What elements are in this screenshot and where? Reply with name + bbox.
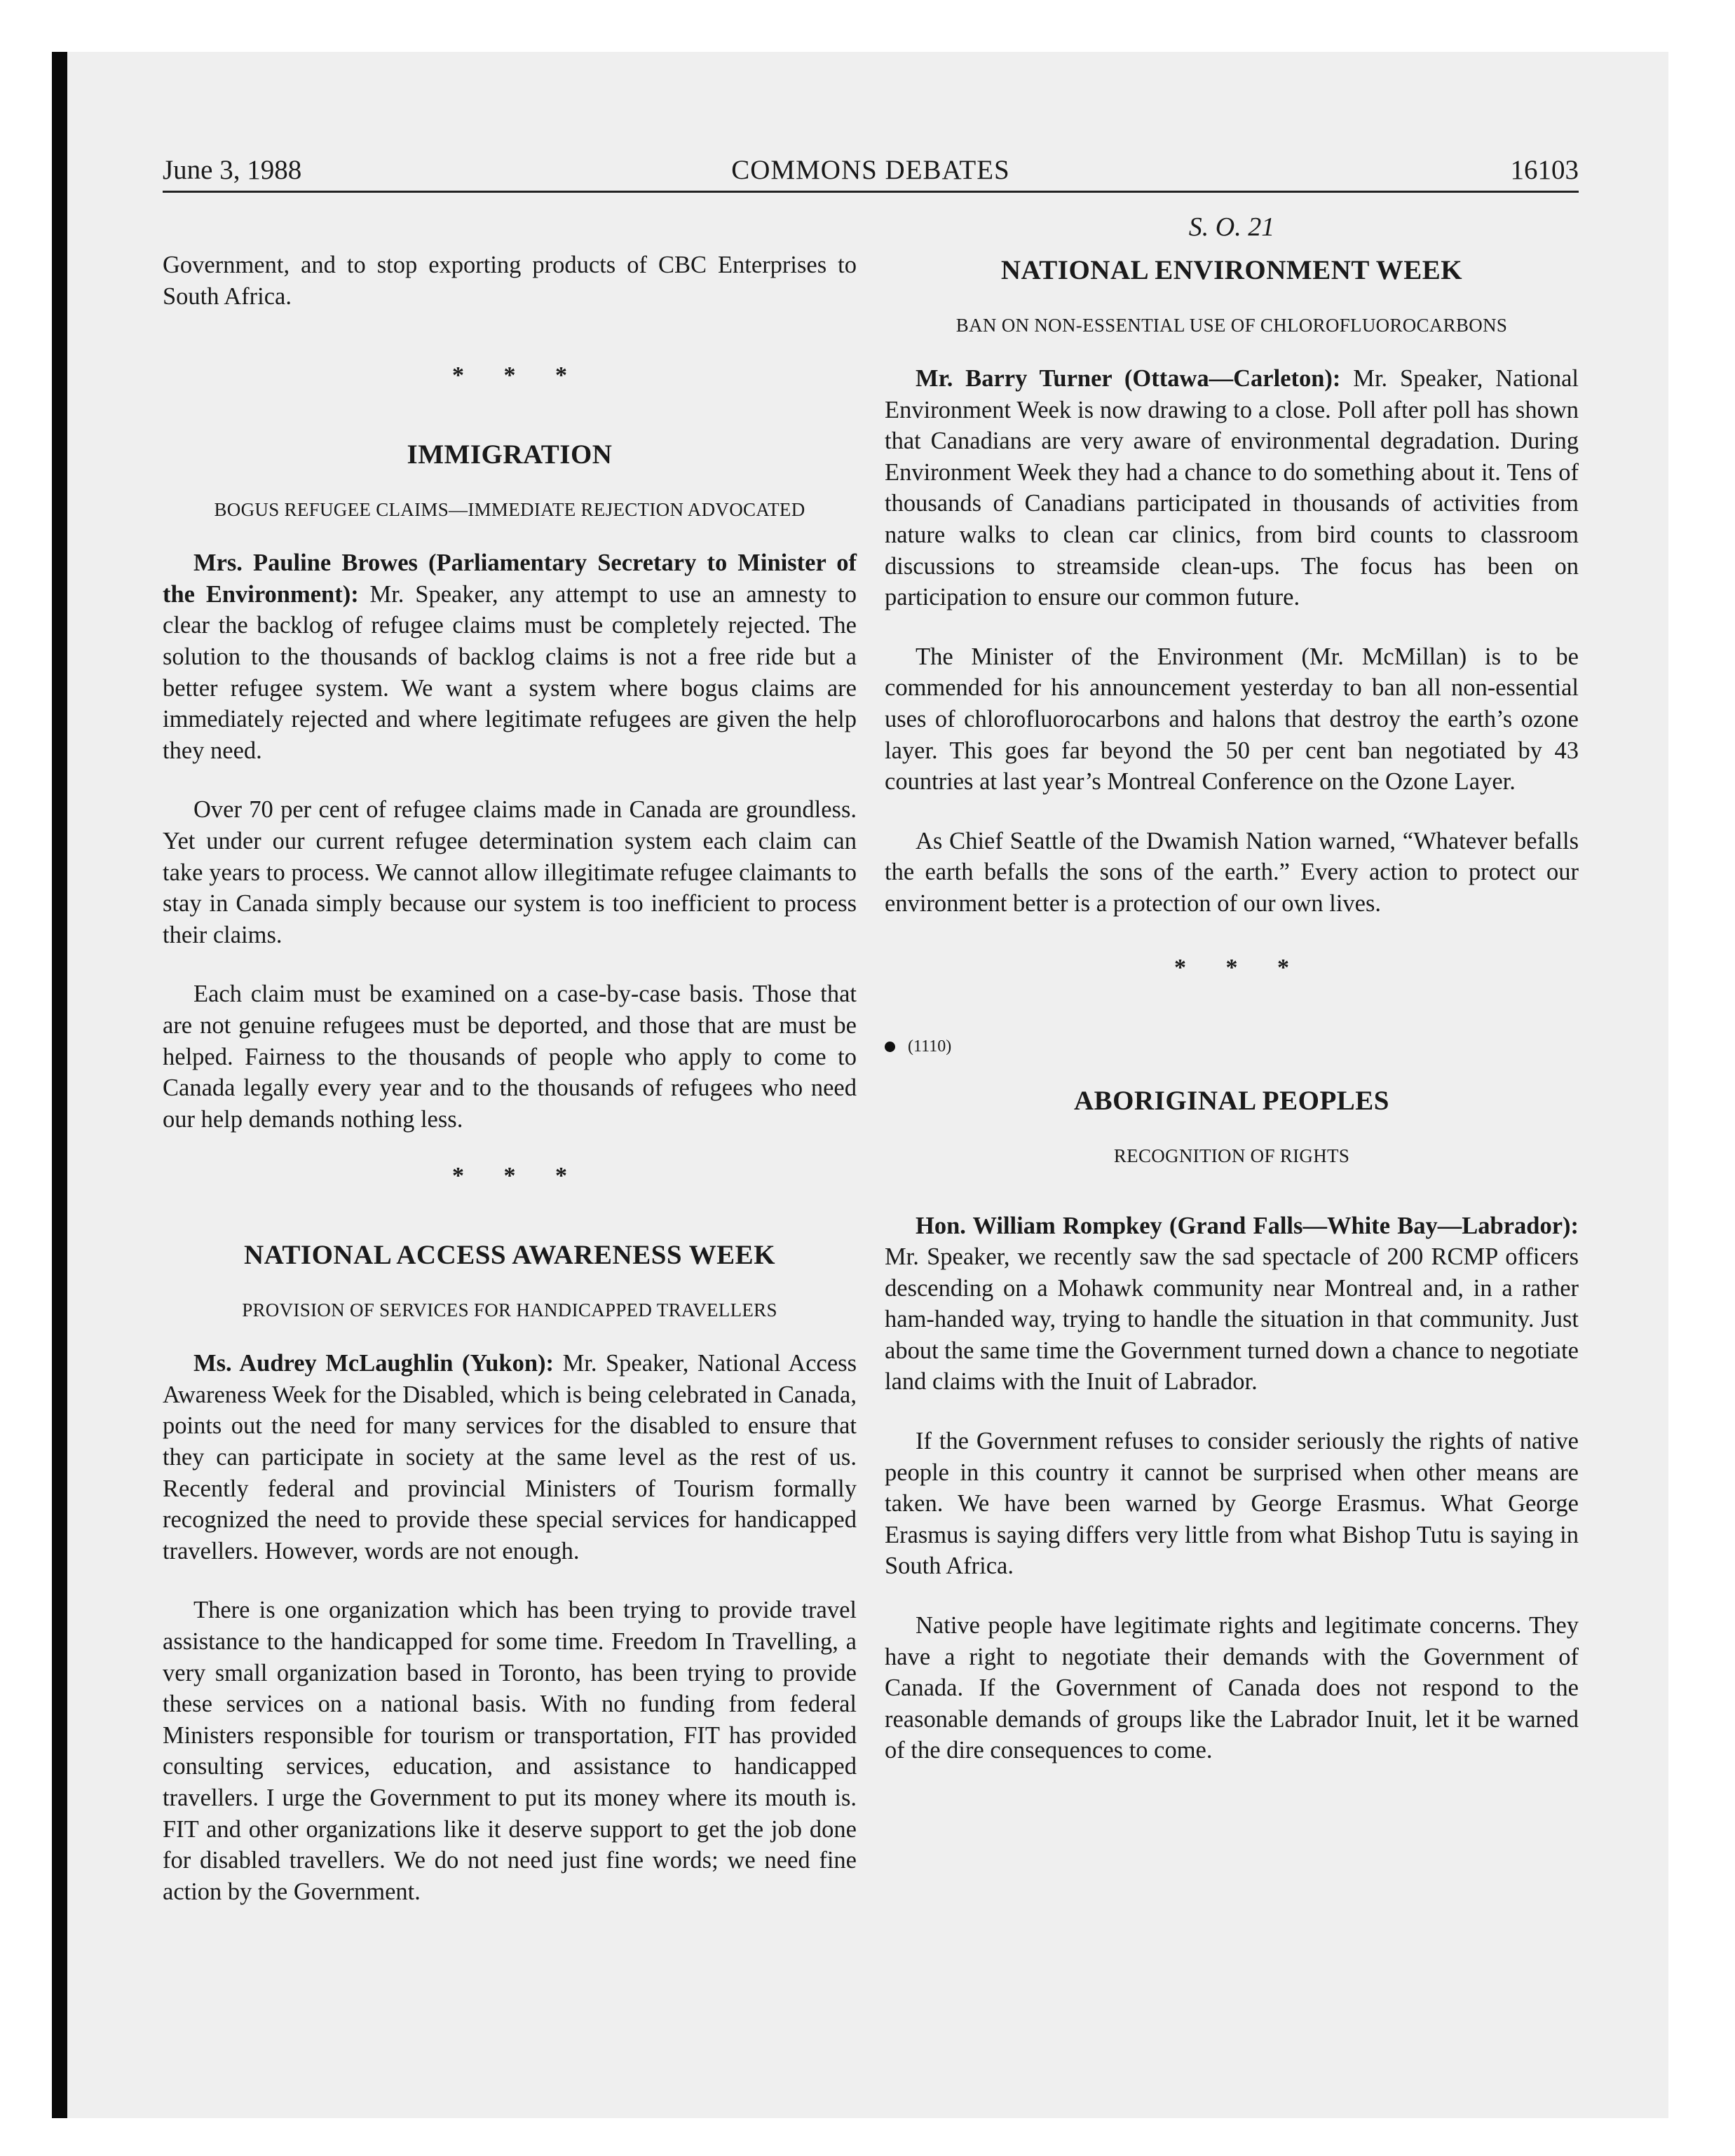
speech-paragraph: There is one organization which has been trying to provide travel assistance to the handicapped for some time. Freedom In Travelling, a very small organization based in Toronto, has been trying to provide these services on a national basis. With no funding from federal Ministers responsible for tourism or transportation, FIT has provided consulting services, education, and assistance to handicapped travellers. I urge the Government to put its money where its mouth is. FIT and other organizations like it deserve support to get the job done for disabled travellers. We do not need just fine words; we need fine action by the Government. — [163, 1597, 857, 1905]
subheading-access-week: PROVISION OF SERVICES FOR HANDICAPPED TRAVELLERS — [242, 1299, 777, 1321]
time-marker-text: (1110) — [908, 1037, 952, 1056]
scan-edge-bar — [52, 52, 67, 2118]
speech-paragraph — [163, 547, 857, 766]
header-date: June 3, 1988 — [163, 155, 302, 185]
section-heading-environment-week: NATIONAL ENVIRONMENT WEEK — [1000, 255, 1463, 285]
page-header — [163, 154, 1579, 193]
left-column — [163, 210, 857, 1935]
right-column — [885, 210, 1579, 1794]
speech-paragraph: If the Government refuses to consider seriously the rights of native people in this country it cannot be surprised when other means are taken. We have been warned by George Erasmus. What George Erasmus is saying differs very little from what Bishop Tutu is saying in South Africa. — [885, 1428, 1579, 1580]
section-heading-access-week: NATIONAL ACCESS AWARENESS WEEK — [243, 1240, 776, 1271]
speech-text: Mr. Speaker, National Environment Week is now drawing to a close. Poll after poll has shown that Canadians are very aware of environmental degradation. During Environment Week they had a chance to do something about it. Tens of thousands of Canadians participated in thousands of activities from nature walks to clean car clinics, from bird counts to classroom discussions to streamside clean-ups. The focus has been on participation to ensure our common future. — [885, 365, 1579, 611]
speaker-name: Ms. Audrey McLaughlin (Yukon): — [193, 1350, 554, 1377]
section-heading-aboriginal: ABORIGINAL PEOPLES — [1073, 1085, 1390, 1116]
section-separator: * * * — [452, 1163, 584, 1189]
speech-paragraph: As Chief Seattle of the Dwamish Nation warned, “Whatever befalls the earth befalls the sons of the earth.” Every action to protect our environment better is a protection of our own lives. — [885, 827, 1579, 917]
standing-order-label: S. O. 21 — [1188, 212, 1275, 242]
speech-paragraph: Each claim must be examined on a case-by-case basis. Those that are not genuine refugees must be deported, and those that are must be helped. Fairness to the thousands of people who apply to come to Canada legally every year and to the thousands of refugees who need our help demands nothing less. — [163, 981, 857, 1133]
speech-paragraph — [885, 363, 1579, 613]
speech-paragraph — [885, 1210, 1579, 1398]
bullet-icon — [885, 1042, 895, 1052]
section-separator: * * * — [1174, 954, 1306, 981]
subheading-environment-week: BAN ON NON-ESSENTIAL USE OF CHLOROFLUOROCARBONS — [955, 315, 1508, 336]
header-page-number: 16103 — [1510, 155, 1579, 185]
time-marker — [885, 1037, 1579, 1056]
speech-paragraph: Over 70 per cent of refugee claims made in Canada are groundless. Yet under our current refugee determination system each claim can take years to process. We cannot allow illegitimate refugee claimants to stay in Canada simply because our system is too inefficient to process their claims. — [163, 796, 857, 948]
continued-paragraph: Government, and to stop exporting products of CBC Enterprises to South Africa. — [163, 252, 857, 310]
speaker-name: Hon. William Rompkey (Grand Falls—White Bay—Labrador): — [916, 1212, 1579, 1239]
speech-paragraph — [163, 1348, 857, 1567]
header-journal-title: COMMONS DEBATES — [731, 155, 1010, 185]
subheading-immigration: BOGUS REFUGEE CLAIMS—IMMEDIATE REJECTION ADVOCATED — [214, 499, 805, 521]
speech-text: Mr. Speaker, National Access Awareness Week for the Disabled, which is being celebrated in Canada, points out the need for many services for the disabled to ensure that they can participate in society at the same level as the rest of us. Recently federal and provincial Ministers of Tourism formally recognized the need to provide these special services for handicapped travellers. However, words are not enough. — [163, 1350, 857, 1564]
speaker-name: Mr. Barry Turner (Ottawa—Carleton): — [916, 365, 1341, 392]
subheading-aboriginal: RECOGNITION OF RIGHTS — [1113, 1145, 1350, 1166]
speaker-name: Mrs. Pauline Browes (Parliamentary Secretary to Minister of the Environment): — [163, 550, 857, 608]
section-heading-immigration: IMMIGRATION — [407, 439, 613, 470]
speech-paragraph: The Minister of the Environment (Mr. McMillan) is to be commended for his announcement yesterday to ban all non-essential uses of chlorofluorocarbons and halons that destroy the earth’s ozone layer. This goes far beyond the 50 per cent ban negotiated by 43 countries at last year’s Montreal Conference on the Ozone Layer. — [885, 643, 1579, 796]
speech-paragraph: Native people have legitimate rights and legitimate concerns. They have a right to negotiate their demands with the Government of Canada. If the Government of Canada does not respond to the reasonable demands of groups like the Labrador Inuit, let it be warned of the dire consequences to come. — [885, 1612, 1579, 1764]
speech-text: Mr. Speaker, any attempt to use an amnesty to clear the backlog of refugee claims must be completely rejected. The solution to the thousands of backlog claims is not a free ride but a better refugee system. We want a system where bogus claims are immediately rejected and where legitimate refugees are given the help they need. — [163, 580, 857, 764]
section-separator: * * * — [452, 362, 584, 389]
speech-text: Mr. Speaker, we recently saw the sad spectacle of 200 RCMP officers descending on a Mohawk community near Montreal and, in a rather ham-handed way, trying to handle the situation in that community. Just about the same time the Government turned down a chance to negotiate land claims with the Inuit of Labrador. — [885, 1243, 1579, 1396]
